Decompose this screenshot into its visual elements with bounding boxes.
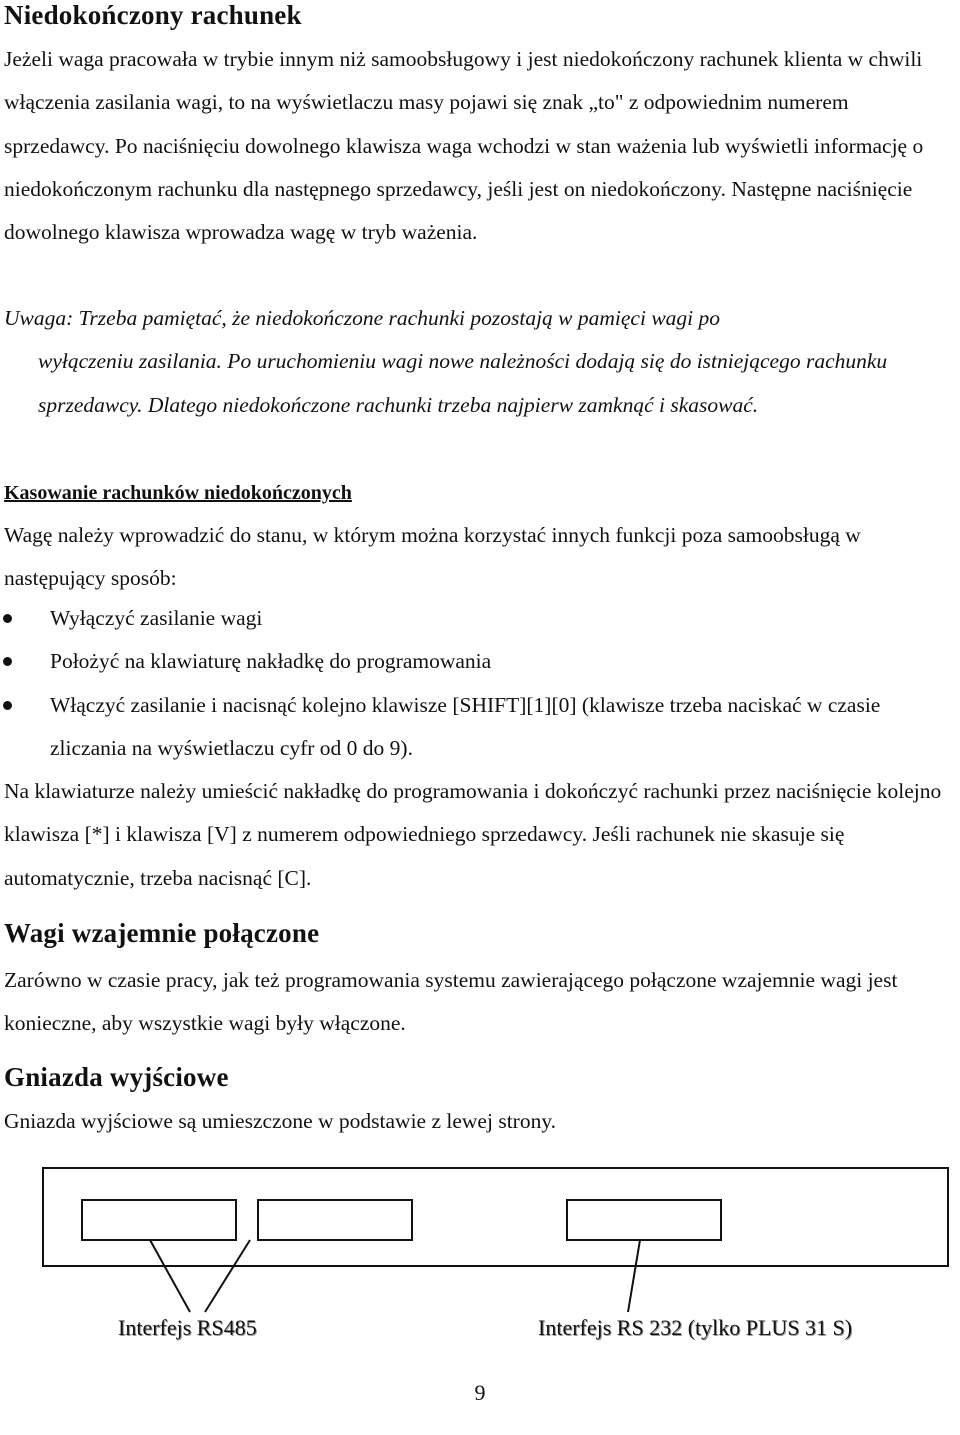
bullet-icon xyxy=(3,614,12,623)
note-continuation: wyłączeniu zasilania. Po uruchomieniu wagi nowe należności dodają się do istniejącego rachunku sprzedawcy. Dlatego niedokończone rachunki trzeba najpierw zamknąć i skasować. xyxy=(38,349,888,417)
delete-bills-intro: Wagę należy wprowadzić do stanu, w którym można korzystać innych funkcji poza samoobsługą w następujący sposób: xyxy=(4,523,861,591)
page-number: 9 xyxy=(474,1380,486,1405)
connector-line-rs232 xyxy=(628,1240,640,1312)
delete-bills-outro: Na klawiaturze należy umieścić nakładkę do programowania i dokończyć rachunki przez naciśnięcie kolejno klawisza [*] i klawisza [V] z numerem odpowiedniego sprzedawcy. Jeśli rachunek nie skasuje się automatycznie, trzeba nacisnąć [C]. xyxy=(4,779,942,890)
output-sockets-paragraph: Gniazda wyjściowe są umieszczone w podstawie z lewej strony. xyxy=(4,1109,557,1133)
list-item: Wyłączyć zasilanie wagi xyxy=(0,597,960,640)
connector-line-rs485-1 xyxy=(150,1240,190,1312)
unfinished-bill-paragraph: Jeżeli waga pracowała w trybie innym niż samoobsługowy i jest niedokończony rachunek klienta w chwili włączenia zasilania wagi, to na wyświetlaczu masy pojawi się znak „to" z odpowiednim numerem sprzedawcy. Po naciśnięciu dowolnego klawisza waga wchodzi w stan ważenia lub wyświetli informację o niedokończonym rachunku dla następnego sprzedawcy, jeśli jest on niedokończony. Następne naciśnięcie dowolnego klawisza wprowadza wagę w tryb ważenia. xyxy=(4,47,924,245)
label-rs232: Interfejs RS 232 (tylko PLUS 31 S) xyxy=(538,1315,853,1340)
rs485-socket-2 xyxy=(258,1200,412,1240)
rs232-socket xyxy=(567,1200,721,1240)
bullet-icon xyxy=(3,657,12,666)
section-title-unfinished-bill: Niedokończony rachunek xyxy=(4,0,302,30)
steps-list xyxy=(0,597,960,770)
section-title-delete-bills: Kasowanie rachunków niedokończonych xyxy=(4,482,352,504)
note-first-line: Trzeba pamiętać, że niedokończone rachunki pozostają w pamięci wagi po xyxy=(73,306,721,330)
sockets-diagram xyxy=(0,1160,960,1360)
scale-base-outline xyxy=(43,1168,948,1266)
list-item: Położyć na klawiaturę nakładkę do programowania xyxy=(0,640,960,683)
warning-note xyxy=(4,297,960,427)
label-rs485: Interfejs RS485 xyxy=(118,1315,257,1340)
section-title-connected-scales: Wagi wzajemnie połączone xyxy=(4,918,320,948)
section-title-output-sockets: Gniazda wyjściowe xyxy=(4,1062,229,1092)
note-lead: Uwaga: xyxy=(4,306,74,330)
list-item: Włączyć zasilanie i nacisnąć kolejno klawisze [SHIFT][1][0] (klawisze trzeba naciskać w czasie zliczania na wyświetlaczu cyfr od 0 do 9). xyxy=(0,684,960,771)
bullet-icon xyxy=(3,701,12,710)
rs485-socket-1 xyxy=(82,1200,236,1240)
connected-scales-paragraph: Zarówno w czasie pracy, jak też programowania systemu zawierającego połączone wzajemnie wagi jest konieczne, aby wszystkie wagi były włączone. xyxy=(4,968,898,1036)
connector-line-rs485-2 xyxy=(205,1240,250,1312)
